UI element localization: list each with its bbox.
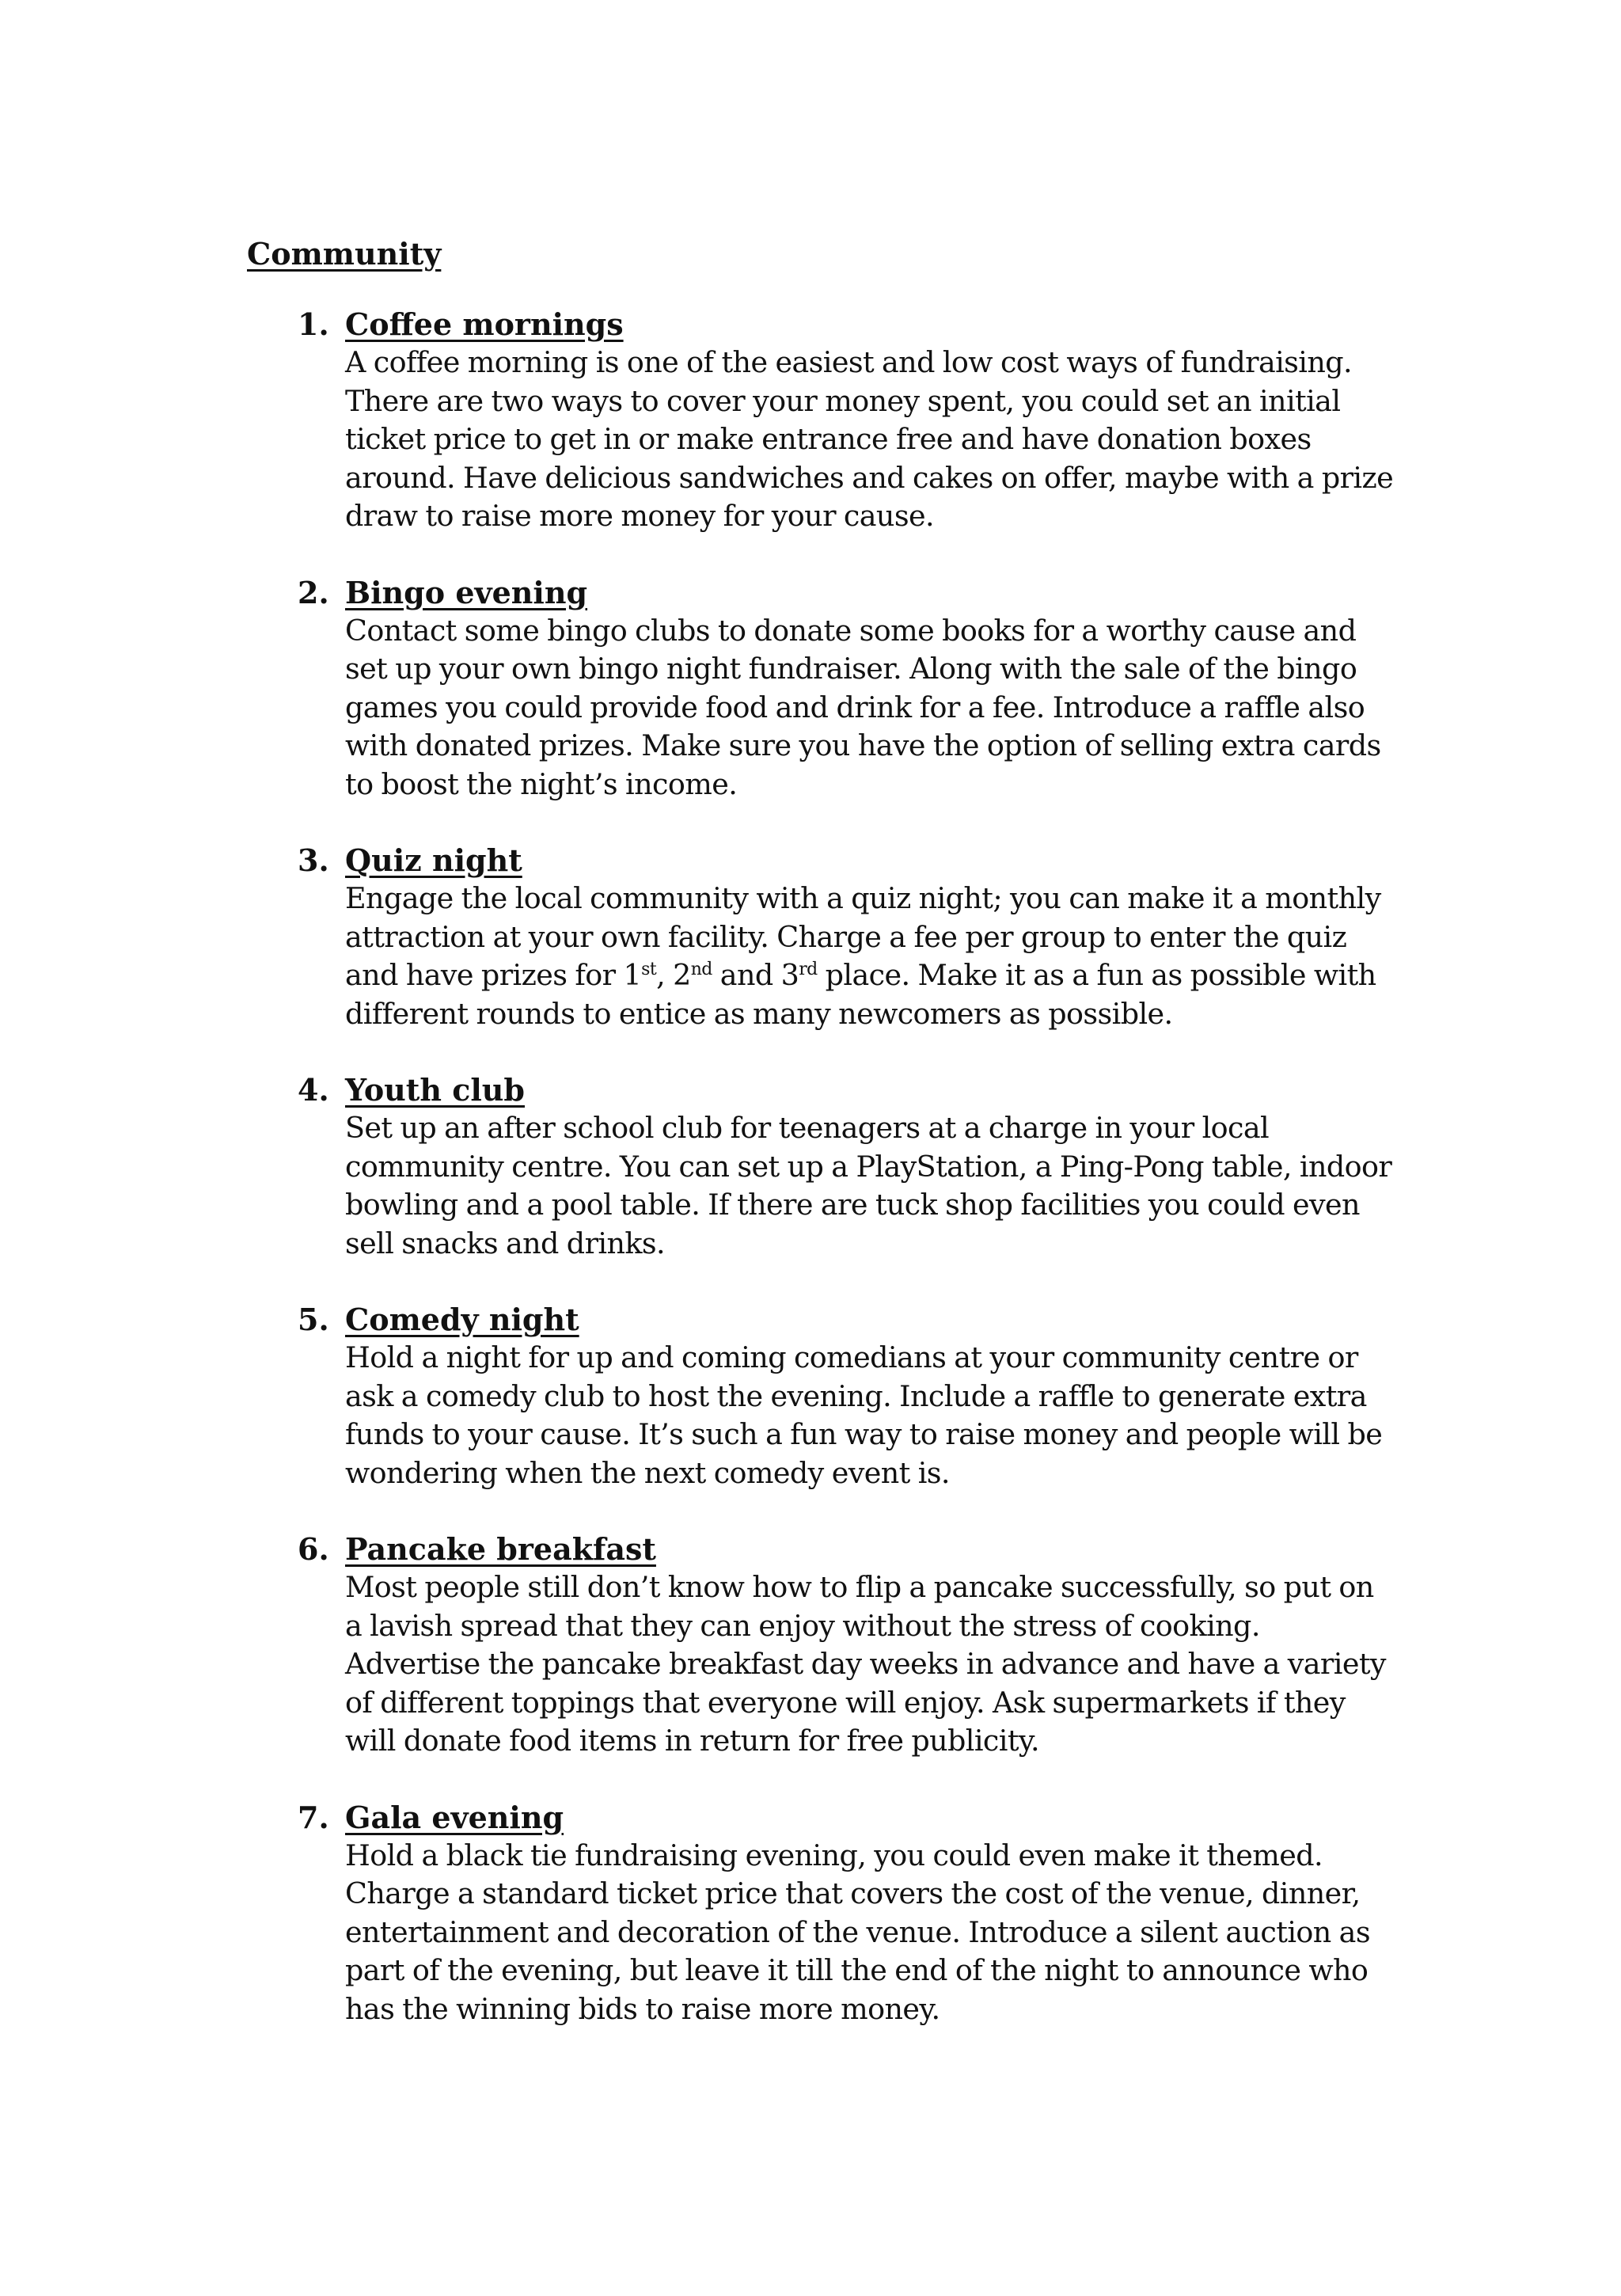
item-description: Hold a black tie fundraising evening, you could even make it themed. Charge a standard ticket price that covers the cost of the venue, dinner, entertainment and decoration of the venue. Introduce a silent auction as part of the evening, but leave it till the end of the night to announce who has the winning bids to raise more money. <box>345 1838 1370 2026</box>
item-description: Set up an after school club for teenagers at a charge in your local community centre. You can set up a PlayStation, a Ping-Pong table, indoor bowling and a pool table. If there are tuck shop facilities you could even sell snacks and drinks. <box>345 1111 1392 1260</box>
ordinal-suffix: nd <box>690 959 712 979</box>
item-number: 2. <box>298 574 329 610</box>
item-number: 4. <box>298 1072 329 1108</box>
item-description: A coffee morning is one of the easiest and low cost ways of fundraising. There are two ways to cover your money spent, you could set an initial ticket price to get in or make entrance free and have donation boxes around. Have delicious sandwiches and cakes on offer, maybe with a prize draw to raise more money for your cause. <box>345 345 1394 533</box>
item-heading: Comedy night <box>345 1302 579 1337</box>
item-number: 3. <box>298 842 329 878</box>
list-item-coffee-mornings <box>247 306 1395 536</box>
list-item-pancake-breakfast <box>247 1530 1395 1761</box>
section-title: Community <box>247 236 442 272</box>
item-heading: Gala evening <box>345 1799 564 1835</box>
ordinal-suffix: st <box>641 959 657 979</box>
fundraising-ideas-list <box>247 306 1395 2066</box>
description-text: Engage the local community with a quiz night; you can make it a monthly attraction at your own facility. Charge a fee per group to enter the quiz and have prizes for 1 <box>345 881 1381 992</box>
ordinal-suffix: rd <box>799 959 818 979</box>
item-description: Most people still don’t know how to flip a pancake successfully, so put on a lavish spread that they can enjoy without the stress of cooking. Advertise the pancake breakfast day weeks in advance and have a variety of different toppings that everyone will enjoy. Ask supermarkets if they will donate food items in return for free publicity. <box>345 1570 1386 1758</box>
item-description: Hold a night for up and coming comedians at your community centre or ask a comedy club to host the evening. Include a raffle to generate extra funds to your cause. It’s such a fun way to raise money and people will be wondering when the next comedy event is. <box>345 1340 1383 1490</box>
item-number: 7. <box>298 1799 329 1835</box>
list-item-comedy-night <box>247 1301 1395 1492</box>
list-item-quiz-night <box>247 842 1395 1033</box>
item-description <box>345 880 1395 1033</box>
item-number: 1. <box>298 306 329 342</box>
item-heading: Pancake breakfast <box>345 1531 656 1567</box>
list-item-gala-evening <box>247 1799 1395 2029</box>
list-item-bingo-evening <box>247 574 1395 804</box>
item-number: 5. <box>298 1302 329 1337</box>
item-description: Contact some bingo clubs to donate some books for a worthy cause and set up your own bingo night fundraiser. Along with the sale of the bingo games you could provide food and drink for a fee. Introduce a raffle also with donated prizes. Make sure you have the option of selling extra cards to boost the night’s income. <box>345 613 1381 801</box>
description-text: , 2 <box>656 958 691 992</box>
item-heading: Youth club <box>345 1072 525 1108</box>
description-text: place. Make it as a fun as possible with different rounds to entice as many newcomers as possible. <box>345 958 1376 1031</box>
item-heading: Coffee mornings <box>345 306 624 342</box>
list-item-youth-club <box>247 1071 1395 1263</box>
item-heading: Bingo evening <box>345 574 588 610</box>
item-number: 6. <box>298 1531 329 1567</box>
description-text: and 3 <box>712 958 799 992</box>
item-heading: Quiz night <box>345 842 522 878</box>
